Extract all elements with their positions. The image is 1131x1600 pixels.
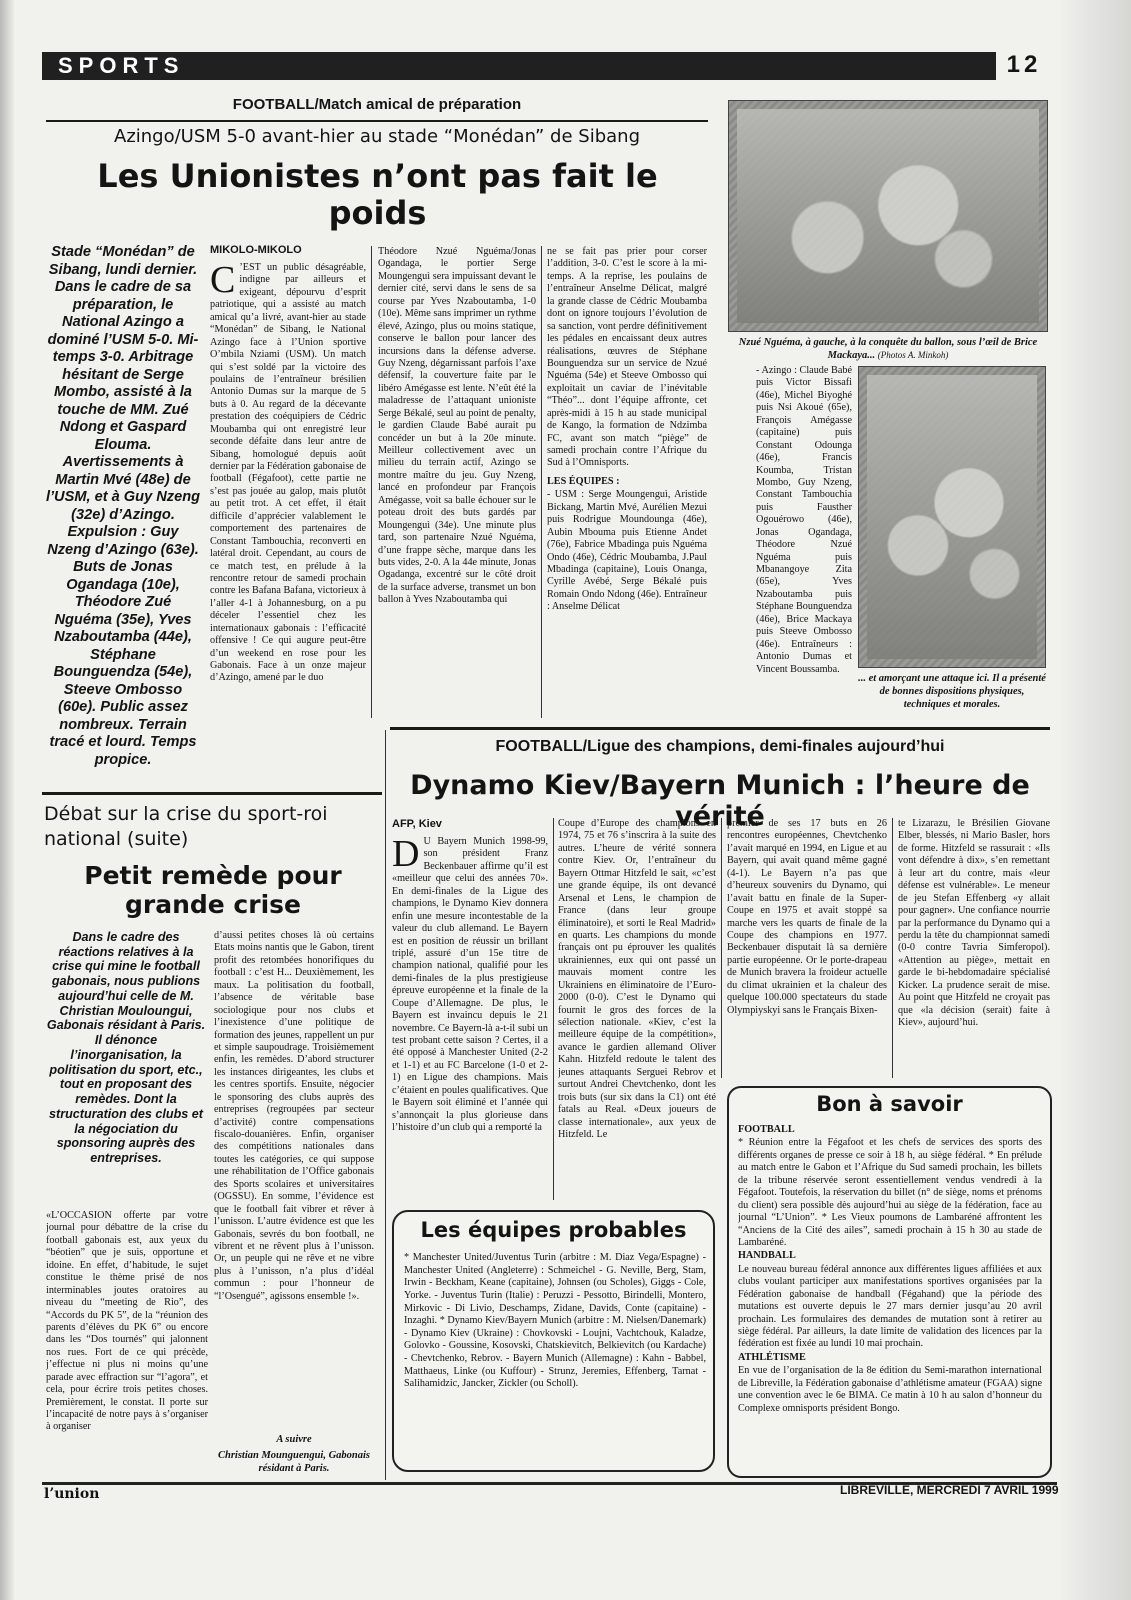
article3-byline: AFP, Kiev	[392, 818, 442, 830]
divider	[385, 730, 386, 1480]
article3-rule	[390, 727, 1050, 730]
article2-rule	[42, 792, 382, 795]
article2-signature: Christian Mounguengui, Gabonais résidant à Paris.	[217, 1450, 371, 1474]
article3-column-2: Coupe d’Europe des champions en 1974, 75 et 76 s’inscrira à la suite des autres. L’heure de vérité sonnera contre Kiev. Or, l’entraîneur du Bayern Ottmar Hitzfeld le sait, «c’est une grande équipe, ils ont devancé Arsenal et Lens, le champion de France (dans leur groupe éliminatoire), et sorti le Real Madrid» en quarts. Les champions du monde français ont pu éprouver les qualités ukrainiennes, eux qui ont passé un mauvais moment contre les Ukrainiens en éliminatoire de l’Euro-2000 (0-0). C’est le Dynamo qui fournit le gros des forces de la sélection nationale. «Kiev, c’est la meilleure équipe de la compétition», avance le gardien allemand Oliver Kahn. Hitzfeld redoute le talent des jeunes attaquants Serguei Rebrov et surtout Andrei Chevtchenko, dont les trois buts (sur six dans la C1) ont été fatals au Real. «Deux joueurs de classe internationale», aux yeux de Hitzfeld. Le	[558, 818, 716, 1140]
article3-dropcap: D	[392, 836, 420, 875]
article2-headline: Petit remède pour grande crise	[84, 861, 342, 919]
article1-byline: MIKOLO-MIKOLO	[210, 244, 302, 256]
bon-a-savoir-text	[738, 1124, 1042, 1474]
section-label: SPORTS	[58, 53, 185, 78]
photo1-caption: Nzué Nguéma, à gauche, à la conquête du ballon, sous l’œil de Brice Mackaya... (Photos A. Minkoh)	[738, 337, 1038, 362]
article1-kicker: FOOTBALL/Match amical de préparation	[232, 96, 522, 113]
article3-column-4: te Lizarazu, le Brésilien Giovane Elber, blessés, ni Mario Basler, hors de forme. Hitzfeld se rassurait : «Ils vont défendre à dix», s’en remettant à leur art du contre, mais «leur défense est vulnérable». Le meneur de jeu Stefan Effenberg «y allait pour gagner». Une confiance nourrie par la performance du Dynamo qui a perdu la tête du championnat samedi (0-0 contre Tavria Simferopol). «Attention au piège», mettait en garde le bi-hebdomadaire spécialisé Kicker. La prudence serait de mise. Au point que Hitzfeld ne croyait pas que «la décision (serait) faite à Kiev», aujourd’hui.	[898, 818, 1050, 1028]
equipes-text: * Manchester United/Juventus Turin (arbitre : M. Diaz Vega/Espagne) - Manchester United (Angleterre) : Schmeichel - G. Neville, Berg, Stam, Irwin - Beckham, Keane (capitaine), Johnsen (ou Scholes), Giggs - Cole, Yorke. - Juventus Turin (Italie) : Peruzzi - Pessotto, Birindelli, Montero, Mirkovic - Di Livio, Deschamps, Zidane, Davids, Conte (capitaine) - Inzaghi. * Dynamo Kiev/Bayern Munich (arbitre : M. Nielsen/Danemark) - Dynamo Kiev (Ukraine) : Chovkovski - Loujni, Vachtchouk, Kaladze, Golovko - Goussine, Kosovski, Chatskievitch, Belkievitch (ou Kardache) - Chevtchenko, Rebrov. - Bayern Munich (Allemagne) : Kahn - Babbel, Matthaeus, Linke (ou Kuffour) - Strunz, Jeremies, Effenberg, Tarnat - Salihamidzic, Jancker, Zickler (ou Scholl).	[404, 1252, 706, 1390]
article1-col1-text: ’EST un public désagréable, indigne par ailleurs et exigeant, dépourvu d’esprit patriotique, qui a assisté au match amical qu’a livré, avant-hier au stade “Monédan” de Sibang, le National Azingo face à l’Union sportive O’mbila Nziami (USM). Un match qui s’est soldé par la victoire des poulains de l’entraîneur brésilien Antonio Dumas sur la marque de 5 buts à 0. Au regard de la décevante prestation des coéquipiers de Cédric Moubamba qui ont enregistré leur seconde défaite dans leur antre de Sibang, homologué depuis août dernier par la Fédération gabonaise de football (Fégafoot), cette partie ne s’est pas jouée au galop, mais plutôt au petit trot. A cet effet, il était difficile d’apprécier valablement le comportement des partenaires de Constant Tambouchia, reconverti en latéral droit. Cependant, au cours de ce match test, en prélude à la rencontre retour de samedi prochain contre les Bafana Bafana, victorieux à l’aller 4-1 à Johannesburg, on a pu déceler l’essentiel chez les internationaux gabonais : l’efficacité offensive ! Ce qui augure peut-être d’un weekend en rose pour les Gabonais. Face à un onze majeur d’Azingo, amené par le duo	[210, 262, 366, 684]
football-notes: * Réunion entre la Fégafoot et les chefs de services des sports des différents organes de presse ce soir à 18 h, au siège fédéral. * En prélude au match entre le Gabon et l’Afrique du Sud samedi prochain, les billets de la tribune réservée seront essentiellement vendus vendredi à la Fégafoot. Toutefois, la réservation du billet (n° de siège, noms et prénoms du client) sera possible dès aujourd’hui au siège de la fédération, face au journal “L’Union”. * Les Vieux poumons de Lambaréné affrontent les “Anciens de la Cité des ailes”, samedi prochain à 15 h 30 au stade de Lambaréné.	[738, 1137, 1042, 1248]
article2-chapo: Dans le cadre des réactions relatives à la crise qui mine le football gabonais, nous publions aujourd’hui celle de M. Christian Mouloungui, Gabonais résidant à Paris. Il dénonce l’inorganisation, la politisation du sport, etc., tout en proposant des remèdes. Dont la structuration des clubs et la négociation du sponsoring auprès des entreprises.	[46, 930, 206, 1166]
photo1-credit: (Photos A. Minkoh)	[877, 350, 949, 361]
article3-headline: Dynamo Kiev/Bayern Munich : l’heure de vérité	[410, 770, 1030, 833]
equipes-title: Les équipes probables	[420, 1218, 687, 1242]
article1-column-2: Théodore Nzué Nguéma/Jonas Ogandaga, le portier Serge Moungenguì sera impuissant devant le dernier cité, servi dans le sens de sa course par Yves Nzaboutamba, 1-0 (10e). Même sans imprimer un rythme élevé, Azingo, plus ou moins statique, conserve le ballon pour lancer des incursions dans la défense adverse. Guy Nzeng, dégarnissant parfois l’axe défensif, la couverture faite par le libéro Amégasse est lente. N’eût été la maladresse de l’attaquant unioniste Serge Békalé, seul au point de penalty, le gardien Claude Babé aurait pu concéder un but à la 20e minute. Meilleur collectivement avec un milieu du terrain actif, Azingo se montre maître du jeu. Guy Nzeng, lancé en profondeur par François Amégasse, voit sa balle échouer sur le poteau droit des buts gardés par Moungenguì (34e). Une minute plus tard, son partenaire Nzué Nguéma, d’une frappe sèche, marque dans les buts vides, 2-0. A la 44e minute, Jonas Ogadanga, excentré sur le côté droit de la surface adverse, transmet un bon ballon à Yves Nzaboutamba qui	[378, 246, 536, 606]
match-photo-2	[858, 366, 1046, 668]
article2-subtitle: Débat sur la crise du sport-roi national (suite)	[44, 803, 328, 850]
article3-column-1	[392, 836, 548, 1202]
article1-column-1	[210, 262, 366, 782]
teams-heading: LES ÉQUIPES :	[547, 475, 620, 487]
handball-heading: HANDBALL	[738, 1250, 796, 1262]
teams-usm: - USM : Serge Moungenguì, Aristide Bickang, Martin Mvé, Aurélien Mezui puis Rodrigue Moundounga (46e), Aubin Mbouma puis Etienne Andet (76e), Fabrice Mbadinga puis Nguéma Ondo (46e), Cédric Moubamba, J.Paul Mbadinga (capitaine), Louis Onanga, Cyrille Avébé, Serge Békalé puis Romain Ondo Ndong (46e). Entraîneur : Anselme Délicat	[547, 489, 707, 613]
footer-paper-name: l’union	[44, 1486, 100, 1502]
divider	[721, 818, 722, 1078]
article3-column-3: premier de ses 17 buts en 26 rencontres européennes, Chevtchenko l’avait marqué en 1994, en Ligue et au Bayern, qui avait quand même gagné (4-1). Le Bayern n’a pas que d’heureux souvenirs du Dynamo, qui l’avait battu en finale de la Super-Coupe en 1975 et avait stoppé sa marche vers les quarts de finale de la Coupe des champions en 1977. Beckenbauer disputait là sa dernière partie européenne. Or le porte-drapeau de Munich bravera la froideur actuelle du climat ukrainien et la chaleur des quelque 100.000 spectateurs du stade Olympiyskyi sans le Français Bixen-	[727, 818, 887, 1016]
article1-chapo: Stade “Monédan” de Sibang, lundi dernier. Dans le cadre de sa préparation, le National Azingo a dominé l’USM 5-0. Mi-temps 3-0. Arbitrage hésitant de Serge Mombo, assisté à la touche de MM. Zué Ndong et Gaspard Elouma. Avertissements à Martin Mvé (48e) de l’USM, et à Guy Nzeng (32e) d’Azingo. Expulsion : Guy Nzeng d’Azingo (63e). Buts de Jonas Ogandaga (10e), Théodore Zué Nguéma (35e), Yves Nzaboutamba (44e), Stéphane Bounguendza (54e), Steeve Ombosso (60e). Public assez nombreux. Terrain tracé et lourd. Temps propice.	[45, 244, 201, 768]
football-heading: FOOTBALL	[738, 1124, 795, 1135]
article2-column-1: «L’OCCASION offerte par votre journal pour débattre de la crise du football gabonais est, aux yeux du “béotien” que je suis, opportune et idoine. En effet, d’habitude, le sujet constitue le thème prisé de nos interminables joutes oratoires au niveau du “meeting de Rio”, des “Accords du PK 5”, de la “réunion des parents d’élèves du PK 6” ou encore dans les “Dos tournés” qui jalonnent nos rues. Fort de ce qui précède, j’effectue ni plus ni moins qu’une parade avec effraction sur “l’agora”, et cela, pour écrire trois petites choses. Premièrement, le constat. Il porte sur l’incapacité de notre pays à s’organiser à organiser	[46, 1210, 208, 1433]
article1-col3-text: ne se fait pas prier pour corser l’addition, 3-0. C’est le score à la mi-temps. A la reprise, les poulains de l’entraîneur Anselme Délicat, malgré la grande classe de Cédric Moubamba dont on ignore toujours l’évolution de sa sanction, vont perdre définitivement les pédales en encaissant deux autres réalisations, œuvres de Stéphane Bounguendza sur un service de Nzué Nguéma (54e) et Steeve Ombosso qui exploitait un caviar de l’inévitable “Théo”... dont l’équipe affronte, cet après-midi à 15 h au stade municipal de Kango, la formation de Ndzimba FC, avant son match “piège” de samedi prochain contre l’Afrique du Sud à l’Omnisports.	[547, 246, 707, 469]
divider	[553, 818, 554, 1200]
article1-dropcap: C	[210, 262, 236, 301]
article2-suivre: A suivre	[276, 1434, 312, 1445]
article1-subtitle: Azingo/USM 5-0 avant-hier au stade “Monédan” de Sibang	[114, 126, 640, 147]
photo2-caption: ... et amorçant une attaque ici. Il a présenté de bonnes dispositions physiques, techniques et morales.	[858, 673, 1046, 711]
article2-column-2: d’aussi petites choses là où certains Etats moins nantis que le Gabon, tirent profit des retombées honorifiques du football : c’est H... Deuxièmement, les maux. La politisation du football, l’absence de véritable base sociologique pour nos clubs et l’inexistence d’une politique de formation des jeunes, rappellent un pur et simple saupoudrage. Troisièmement enfin, les remèdes. D’abord structurer les instances dirigeantes, les clubs et les centres sportifs. Ensuite, négocier le sponsoring des clubs auprès des entreprises (regroupées par secteur d’activité) contre compensations fiscalo-douanières. Enfin, organiser des compétitions nationales dans toutes les catégories, ce qui suppose une réhabilitation de l’Office gabonais des Sports scolaires et universitaires (OGSSU). En somme, l’évidence est que le football fait vibrer et rêver à l’unisson. L’autre évidence est que les Gabonais, sevrés du bon football, ne vibrent et ne rêvent plus à l’unisson. Or, un peuple qui ne rêve et ne vibre plus à l’unisson, n’a plus d’idéal commun : pour l’honneur de “l’Osengué”, agissons ensemble !».	[214, 930, 374, 1302]
match-photo-1	[728, 100, 1048, 332]
athletisme-notes: En vue de l’organisation de la 8e édition du Semi-marathon international de Libreville, la Fédération gabonaise d’athlétisme amateur (FGAA) signe une convention avec le 6e BIMA. Ce matin à 10 h au salon d’honneur du Complexe omnisports président Bongo.	[738, 1365, 1042, 1414]
page-number: 12	[996, 49, 1052, 81]
footer-dateline: LIBREVILLE, MERCREDI 7 AVRIL 1999	[840, 1483, 1059, 1497]
article1-column-3	[547, 246, 707, 716]
athletisme-heading: ATHLÉTISME	[738, 1351, 806, 1363]
divider	[892, 818, 893, 1078]
article3-kicker: FOOTBALL/Ligue des champions, demi-finales aujourd’hui	[495, 738, 945, 755]
teams-azingo: - Azingo : Claude Babé puis Victor Bissafi (46e), Michel Biyoghé puis Nsi Akoué (65e), François Amégasse (capitaine) puis Constant Odounga (46e), Francis Koumba, Tristan Mombo, Guy Nzeng, Constant Tambouchia puis Fausther Ogouérowo (46e), Jonas Ogandaga, Théodore Nzué Nguéma puis Mbanangoye Zita (65e), Yves Nzaboutamba puis Stéphane Bounguendza (46e), Brice Mackaya puis Steeve Ombosso (46e). Entraîneurs : Antonio Dumas et Vincent Boussamba.	[756, 365, 852, 675]
handball-notes: Le nouveau bureau fédéral annonce aux différentes ligues affiliées et aux clubs voulant participer aux manifestations sportives organisées par la Fédération gabonaise de handball (Fégahand) que la période des mutations est ouverte depuis le 27 mars dernier jusqu’au 20 avril prochain. Les formulaires des demandes de mutation sont à retirer au siège fédéral. Par ailleurs, la date limite de validation des licences par la fédération est fixée au lundi 10 mai prochain.	[738, 1263, 1042, 1350]
article3-col1-text: U Bayern Munich 1998-99, son président Franz Beckenbauer affirme qu’il est «meilleur que celui des années 70». En demi-finales de la Ligue des champions, le Dynamo Kiev donnera enfin une mesure incontestable de la valeur du club allemand. Le Bayern est en position de réussir un brillant triplé, assuré d’un 15e titre de champion national, qualifié pour les demi-finales de la plus prestigieuse épreuve européenne et la finale de la Coupe d’Allemagne. De plus, le Bayern est invaincu depuis le 21 novembre. Ce Bayern-là a-t-il subi un test probant cette saison ? Certes, il a été opposé à Manchester United (2-2 et 1-1) et au FC Barcelone (1-0 et 2-1) en Ligue des champions. Mais c’étaient en poules qualificatives. Que le Bayern soit éliminé et l’année qui s’annonçait la plus glorieuse dans l’histoire d’un club qui a remporté la	[392, 836, 548, 1134]
section-band	[42, 52, 1052, 80]
divider	[541, 246, 542, 718]
bon-a-savoir-title: Bon à savoir	[816, 1092, 963, 1116]
divider	[371, 246, 372, 718]
article1-headline: Les Unionistes n’ont pas fait le poids	[97, 157, 658, 232]
article1-rule	[46, 120, 708, 122]
